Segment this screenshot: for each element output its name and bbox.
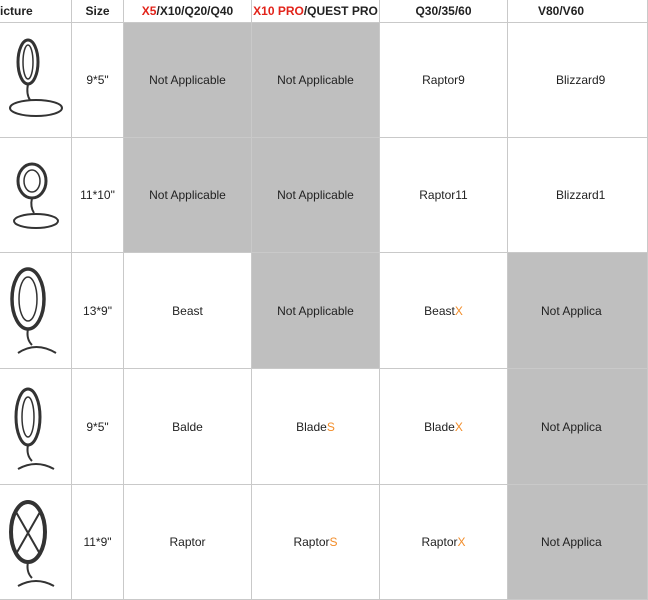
header-size: Size bbox=[72, 0, 124, 23]
q30-cell: Beast X bbox=[380, 253, 508, 369]
header-x10-rest: /QUEST PRO bbox=[303, 4, 378, 18]
v80-cell: Blizzard9 bbox=[508, 23, 648, 138]
v80-cell: Not Applica bbox=[508, 253, 648, 369]
coil-9x5-open-icon bbox=[0, 369, 71, 484]
size-cell: 11*10" bbox=[72, 138, 124, 253]
header-q30: Q30/35/60 bbox=[380, 0, 508, 23]
x5-cell: Raptor bbox=[124, 485, 252, 600]
coil-13x9-icon bbox=[0, 253, 71, 368]
header-v80: V80/V60 bbox=[508, 0, 648, 23]
x10-cell: Raptor S bbox=[252, 485, 380, 600]
table-row bbox=[0, 138, 606, 253]
table-row bbox=[0, 369, 600, 485]
table-header-row bbox=[0, 0, 600, 23]
x10-cell: Not Applicable bbox=[252, 23, 380, 138]
q30-cell: Raptor11 bbox=[380, 138, 508, 253]
picture-cell bbox=[0, 485, 72, 600]
size-cell: 13*9" bbox=[72, 253, 124, 369]
v80-cell: Not Applica bbox=[508, 369, 648, 485]
size-cell: 9*5" bbox=[72, 23, 124, 138]
x5-cell: Beast bbox=[124, 253, 252, 369]
coil-9x5-icon bbox=[0, 23, 71, 137]
coil-11x9-icon bbox=[0, 485, 71, 599]
x10-cell: Blade S bbox=[252, 369, 380, 485]
v80-cell: Not Applica bbox=[508, 485, 648, 600]
x10-cell: Not Applicable bbox=[252, 138, 380, 253]
table-row bbox=[0, 23, 606, 138]
x10-cell: Not Applicable bbox=[252, 253, 380, 369]
header-x5-rest: /X10/Q20/Q40 bbox=[156, 4, 234, 18]
size-cell: 9*5" bbox=[72, 369, 124, 485]
x5-cell: Not Applicable bbox=[124, 23, 252, 138]
picture-cell bbox=[0, 369, 72, 485]
header-x10-accent: X10 PRO bbox=[253, 4, 304, 18]
header-x10-pro bbox=[252, 0, 380, 23]
picture-cell bbox=[0, 23, 72, 138]
coil-11x10-icon bbox=[0, 138, 71, 252]
q30-cell: Raptor X bbox=[380, 485, 508, 600]
v80-cell: Blizzard1 bbox=[508, 138, 648, 253]
header-x5-accent: X5 bbox=[141, 4, 157, 18]
q30-cell: Blade X bbox=[380, 369, 508, 485]
header-x5-series bbox=[124, 0, 252, 23]
picture-cell bbox=[0, 253, 72, 369]
q30-cell: Raptor9 bbox=[380, 23, 508, 138]
x5-cell: Balde bbox=[124, 369, 252, 485]
picture-cell bbox=[0, 138, 72, 253]
x5-cell: Not Applicable bbox=[124, 138, 252, 253]
header-picture: icture bbox=[0, 0, 72, 23]
table-row bbox=[0, 253, 600, 369]
size-cell: 11*9" bbox=[72, 485, 124, 600]
table-row bbox=[0, 485, 600, 600]
